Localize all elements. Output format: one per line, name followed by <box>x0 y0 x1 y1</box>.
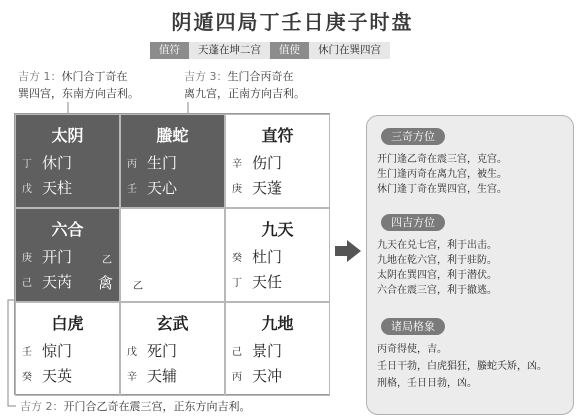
page-title: 阴遁四局丁壬日庚子时盘 <box>171 10 414 34</box>
palace-stem-bottom: 辛 <box>127 372 137 383</box>
section-title-siji: 四吉方位 <box>381 214 445 231</box>
palace-kun-2 <box>225 114 330 208</box>
palace-god: 直符 <box>261 126 294 145</box>
palace-stem-bottom: 丁 <box>232 278 242 289</box>
annotation-1-tag: 吉方 1： <box>18 70 62 83</box>
palace-board <box>14 113 330 395</box>
section-line: 丙奇得使，吉。 <box>377 344 447 355</box>
palace-xun-4 <box>15 114 120 208</box>
palace-stem-top: 壬 <box>22 347 32 358</box>
palace-door: 休门 <box>42 154 73 172</box>
section-line: 休门逢丁奇在巽四宫，生宫。 <box>377 184 507 195</box>
section-line: 壬日干勃，白虎猖狂，螣蛇夭矫，凶。 <box>377 361 547 372</box>
palace-god: 玄武 <box>156 314 189 333</box>
palace-gen-8 <box>15 302 120 396</box>
analysis-panel <box>366 115 574 415</box>
palace-star: 天柱 <box>42 179 73 197</box>
annotation-2-text: 开门合乙奇在震三宫，正东方向吉利。 <box>63 400 251 413</box>
palace-stem-top: 丁 <box>22 159 32 170</box>
palace-extra-star: 禽 <box>98 274 114 292</box>
palace-god: 太阴 <box>51 126 84 145</box>
zhishi-value: 休门在巽四宫 <box>309 42 390 59</box>
palace-stem-top: 庚 <box>22 253 32 264</box>
palace-god: 九地 <box>261 314 294 333</box>
zhishi-label: 值使 <box>270 42 309 59</box>
annotation-1-line2: 巽四宫，东南方向吉利。 <box>18 87 139 100</box>
section-title-sanqi: 三奇方位 <box>381 128 445 145</box>
annotation-2-tag: 吉方 2： <box>20 400 64 413</box>
palace-stem-bottom: 癸 <box>22 372 32 383</box>
palace-door: 生门 <box>147 154 178 172</box>
palace-kan-1 <box>120 302 225 396</box>
zhifu-label: 值符 <box>150 42 189 59</box>
palace-qian-6 <box>225 302 330 396</box>
palace-god: 螣蛇 <box>156 126 189 145</box>
palace-god: 九天 <box>261 220 294 239</box>
palace-door: 死门 <box>147 342 178 360</box>
palace-door: 杜门 <box>252 248 283 266</box>
palace-door: 伤门 <box>252 154 283 172</box>
palace-star: 天蓬 <box>252 179 283 197</box>
palace-star: 天任 <box>252 273 283 291</box>
section-line: 生门逢丙奇在离九宫，被生。 <box>377 169 507 180</box>
palace-stem-bottom: 己 <box>22 278 32 289</box>
section-line: 开门逢乙奇在震三宫，克宫。 <box>377 154 507 165</box>
palace-god: 六合 <box>51 220 84 239</box>
palace-zhen-3 <box>15 208 120 302</box>
palace-center-5 <box>120 208 225 302</box>
palace-stem-top: 辛 <box>232 159 242 170</box>
palace-stem-bottom: 戊 <box>22 184 32 195</box>
right-arrow-icon <box>335 240 361 262</box>
palace-door: 景门 <box>252 342 283 360</box>
palace-door: 开门 <box>42 248 73 266</box>
section-line: 六合在震三宫，利于撤逃。 <box>377 285 497 296</box>
palace-star: 天心 <box>147 179 178 197</box>
annotation-3-tag: 吉方 3： <box>184 70 228 83</box>
annotation-3-line2: 离九宫，正南方向吉利。 <box>184 87 305 100</box>
palace-stem-top: 癸 <box>232 253 242 264</box>
section-line: 九天在兑七宫，利于出击。 <box>377 240 497 251</box>
palace-stem-top: 己 <box>232 347 242 358</box>
palace-stem-bottom: 庚 <box>232 184 242 195</box>
palace-li-9 <box>120 114 225 208</box>
annotation-1-line1: 休门合丁奇在 <box>61 70 128 83</box>
palace-extra-stem: 乙 <box>133 281 143 292</box>
palace-stem-top: 丙 <box>127 159 137 170</box>
palace-stem-bottom: 壬 <box>127 184 137 195</box>
palace-stem-bottom: 丙 <box>232 372 242 383</box>
palace-extra-stem: 乙 <box>102 255 112 266</box>
palace-door: 惊门 <box>42 342 73 360</box>
palace-god: 白虎 <box>51 314 84 333</box>
section-line: 刑格，壬日日勃，凶。 <box>377 378 477 389</box>
palace-dui-7 <box>225 208 330 302</box>
palace-star: 天英 <box>42 367 73 385</box>
palace-star: 天芮 <box>42 273 73 291</box>
palace-star: 天冲 <box>252 367 283 385</box>
section-title-zhuju: 诸局格象 <box>381 318 445 335</box>
section-line: 太阴在巽四宫，利于潜伏。 <box>377 270 497 281</box>
palace-star: 天辅 <box>147 367 178 385</box>
palace-stem-top: 戊 <box>127 347 137 358</box>
zhifu-value: 天蓬在坤二宫 <box>189 42 270 59</box>
section-line: 九地在乾六宫，利于驻防。 <box>377 255 497 266</box>
annotation-3-line1: 生门合丙奇在 <box>227 70 294 83</box>
